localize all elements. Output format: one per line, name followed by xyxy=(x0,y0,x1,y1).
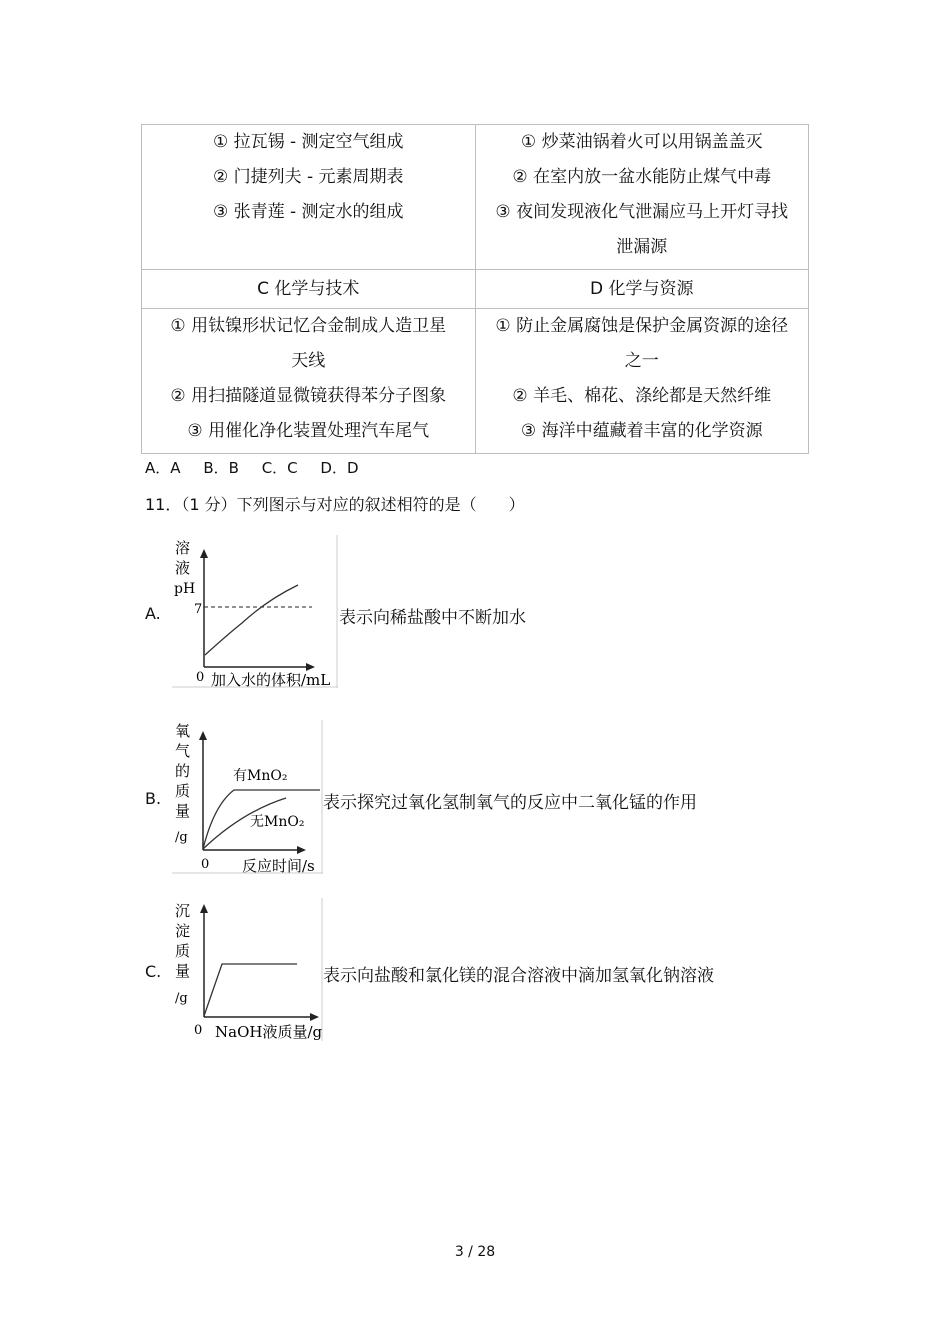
y-label-char: 淀 xyxy=(175,922,191,940)
precipitate-line xyxy=(204,964,297,1016)
option-b-description: 表示探究过氧化氢制氧气的反应中二氧化锰的作用 xyxy=(323,793,697,813)
cell-line: 天线 xyxy=(291,351,326,371)
y-label-char: pH xyxy=(174,581,196,597)
without-mno2-label: 无MnO₂ xyxy=(250,814,305,830)
y-label-char: 溶 xyxy=(175,539,191,557)
y-label-char: 氧 xyxy=(175,722,191,740)
cell-line: ② 门捷列夫 - 元素周期表 xyxy=(212,167,404,187)
option-c-letter: C. xyxy=(145,962,162,981)
y-label-char: 沉 xyxy=(175,902,191,920)
graph-a xyxy=(172,535,338,688)
x-axis-arrow xyxy=(306,663,315,671)
option-a-description: 表示向稀盐酸中不断加水 xyxy=(339,608,526,628)
origin-label: 0 xyxy=(196,670,205,685)
with-mno2-label: 有MnO₂ xyxy=(233,768,288,784)
cell-line: ① 炒菜油锅着火可以用锅盖盖灭 xyxy=(520,132,763,152)
option-b-letter: B. xyxy=(145,789,162,808)
answer-a: A．A xyxy=(145,459,181,477)
cell-top-left xyxy=(142,125,476,270)
y-axis-arrow xyxy=(199,731,207,740)
answer-b: B．B xyxy=(203,459,239,477)
y-label-char: 气 xyxy=(175,742,191,760)
option-a-letter: A. xyxy=(145,604,161,623)
x-axis-label: 反应时间/s xyxy=(242,857,315,874)
y-label-char: 量 xyxy=(175,962,191,980)
y-label-char: /g xyxy=(175,991,188,1006)
cell-line: ① 用钛镍形状记忆合金制成人造卫星 xyxy=(170,316,447,336)
answer-c: C．C xyxy=(261,459,298,477)
cell-line: ③ 海洋中蕴藏着丰富的化学资源 xyxy=(520,421,763,441)
y-axis-arrow xyxy=(200,904,208,913)
origin-label: 0 xyxy=(194,1023,203,1038)
y-label-char: 液 xyxy=(175,559,191,577)
cell-top-right xyxy=(475,125,809,270)
answer-d: D．D xyxy=(320,459,359,477)
x-axis-arrow xyxy=(297,846,306,854)
cell-line: 之一 xyxy=(624,351,659,371)
answer-choices xyxy=(145,458,377,478)
cell-bottom-left xyxy=(142,309,476,454)
cell-line: ② 羊毛、棉花、涤纶都是天然纤维 xyxy=(512,386,772,406)
header-d: D 化学与资源 xyxy=(475,270,809,309)
page-number: 3 / 28 xyxy=(454,1244,496,1260)
y-axis-arrow xyxy=(200,549,208,558)
option-c-description: 表示向盐酸和氯化镁的混合溶液中滴加氢氧化钠溶液 xyxy=(323,966,714,986)
y-label-char: 量 xyxy=(175,802,191,820)
cell-line: ③ 夜间发现液化气泄漏应马上开灯寻找 xyxy=(495,202,789,222)
cell-line: 泄漏源 xyxy=(616,237,668,257)
y-label-char: 质 xyxy=(175,782,191,800)
cell-line: ③ 用催化净化装置处理汽车尾气 xyxy=(187,421,430,441)
cell-line: ③ 张青莲 - 测定水的组成 xyxy=(212,202,404,222)
origin-label: 0 xyxy=(201,857,210,872)
y-label-char: 质 xyxy=(175,942,191,960)
ph-curve xyxy=(205,585,298,655)
graph-c xyxy=(172,898,323,1041)
x-axis-arrow xyxy=(310,1013,319,1021)
graph-b xyxy=(172,720,323,874)
y-label-char: 的 xyxy=(175,762,191,780)
tick-7: 7 xyxy=(194,602,203,617)
cell-line: ① 防止金属腐蚀是保护金属资源的途径 xyxy=(495,316,789,336)
x-axis-label: 加入水的体积/mL xyxy=(211,671,331,688)
cell-bottom-right xyxy=(475,309,809,454)
x-axis-label: NaOH液质量/g xyxy=(215,1023,323,1041)
cell-line: ① 拉瓦锡 - 测定空气组成 xyxy=(212,132,404,152)
cell-line: ② 在室内放一盆水能防止煤气中毒 xyxy=(512,167,772,187)
question-11: 11．（1 分）下列图示与对应的叙述相符的是（ ） xyxy=(145,495,525,514)
y-label-char: /g xyxy=(175,830,188,845)
knowledge-table xyxy=(141,124,809,454)
cell-line: ② 用扫描隧道显微镜获得苯分子图象 xyxy=(170,386,447,406)
header-c: C 化学与技术 xyxy=(142,270,476,309)
